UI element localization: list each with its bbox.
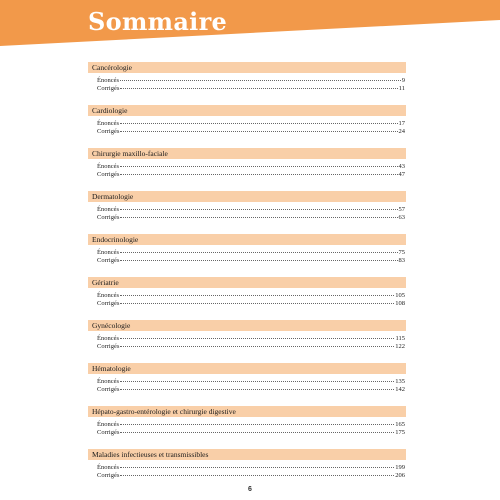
entry-label: Corrigés xyxy=(97,214,120,221)
entry-label: Corrigés xyxy=(97,472,120,479)
entry-page-number: 142 xyxy=(395,386,405,393)
entry-page-number: 105 xyxy=(395,292,405,299)
toc-entry-corriges[interactable] xyxy=(88,257,406,265)
section-title[interactable]: Endocrinologie xyxy=(88,234,406,245)
dot-leader xyxy=(120,389,394,390)
toc-entry-corriges[interactable] xyxy=(88,472,406,480)
toc-entry-corriges[interactable] xyxy=(88,85,406,93)
section-title[interactable]: Maladies infectieuses et transmissibles xyxy=(88,449,406,460)
dot-leader xyxy=(120,295,394,296)
entry-page-number: 57 xyxy=(398,206,405,213)
section-title[interactable]: Cancérologie xyxy=(88,62,406,73)
toc-entry-enonces[interactable] xyxy=(88,77,406,85)
title-banner xyxy=(0,0,500,50)
table-of-contents xyxy=(88,62,406,492)
section-title[interactable]: Hématologie xyxy=(88,363,406,374)
entry-label: Énoncés xyxy=(97,421,120,428)
entry-label: Énoncés xyxy=(97,335,120,342)
toc-entry-corriges[interactable] xyxy=(88,386,406,394)
entry-label: Énoncés xyxy=(97,378,120,385)
entry-page-number: 17 xyxy=(398,120,405,127)
section-title[interactable]: Gynécologie xyxy=(88,320,406,331)
entry-page-number: 206 xyxy=(395,472,405,479)
entry-page-number: 165 xyxy=(395,421,405,428)
entry-page-number: 122 xyxy=(395,343,405,350)
dot-leader xyxy=(120,166,397,167)
entry-label: Énoncés xyxy=(97,77,120,84)
entry-label: Corrigés xyxy=(97,300,120,307)
entry-page-number: 115 xyxy=(395,335,405,342)
dot-leader xyxy=(120,252,397,253)
toc-entry-corriges[interactable] xyxy=(88,343,406,351)
entry-page-number: 43 xyxy=(398,163,405,170)
dot-leader xyxy=(120,123,397,124)
dot-leader xyxy=(120,381,394,382)
entry-label: Énoncés xyxy=(97,249,120,256)
toc-entry-enonces[interactable] xyxy=(88,421,406,429)
dot-leader xyxy=(120,217,397,218)
entry-label: Corrigés xyxy=(97,386,120,393)
entry-page-number: 108 xyxy=(395,300,405,307)
entry-label: Énoncés xyxy=(97,163,120,170)
section-title[interactable]: Cardiologie xyxy=(88,105,406,116)
dot-leader xyxy=(120,88,397,89)
dot-leader xyxy=(120,467,394,468)
toc-entry-enonces[interactable] xyxy=(88,378,406,386)
dot-leader xyxy=(120,346,394,347)
toc-section xyxy=(88,191,406,221)
toc-section xyxy=(88,406,406,436)
entry-page-number: 175 xyxy=(395,429,405,436)
dot-leader xyxy=(120,209,397,210)
entry-label: Corrigés xyxy=(97,343,120,350)
toc-section xyxy=(88,62,406,92)
toc-section xyxy=(88,148,406,178)
toc-entry-corriges[interactable] xyxy=(88,214,406,222)
entry-page-number: 135 xyxy=(395,378,405,385)
toc-entry-corriges[interactable] xyxy=(88,128,406,136)
section-title[interactable]: Dermatologie xyxy=(88,191,406,202)
entry-label: Corrigés xyxy=(97,128,120,135)
entry-label: Corrigés xyxy=(97,429,120,436)
toc-entry-enonces[interactable] xyxy=(88,464,406,472)
entry-page-number: 75 xyxy=(398,249,405,256)
toc-entry-corriges[interactable] xyxy=(88,429,406,437)
toc-entry-corriges[interactable] xyxy=(88,171,406,179)
dot-leader xyxy=(120,475,394,476)
toc-entry-enonces[interactable] xyxy=(88,249,406,257)
toc-entry-enonces[interactable] xyxy=(88,335,406,343)
entry-label: Corrigés xyxy=(97,85,120,92)
toc-entry-enonces[interactable] xyxy=(88,206,406,214)
entry-page-number: 24 xyxy=(398,128,405,135)
dot-leader xyxy=(120,260,397,261)
toc-section xyxy=(88,363,406,393)
dot-leader xyxy=(120,432,394,433)
entry-page-number: 47 xyxy=(398,171,405,178)
dot-leader xyxy=(120,338,394,339)
toc-entry-enonces[interactable] xyxy=(88,292,406,300)
entry-page-number: 9 xyxy=(401,77,405,84)
section-title[interactable]: Gériatrie xyxy=(88,277,406,288)
dot-leader xyxy=(120,80,401,81)
entry-label: Corrigés xyxy=(97,171,120,178)
dot-leader xyxy=(120,131,397,132)
toc-section xyxy=(88,277,406,307)
toc-section xyxy=(88,234,406,264)
entry-label: Énoncés xyxy=(97,464,120,471)
entry-page-number: 63 xyxy=(398,214,405,221)
toc-section xyxy=(88,105,406,135)
entry-page-number: 11 xyxy=(398,85,405,92)
page-title: Sommaire xyxy=(88,7,228,36)
entry-page-number: 83 xyxy=(398,257,405,264)
entry-label: Énoncés xyxy=(97,120,120,127)
dot-leader xyxy=(120,424,394,425)
section-title[interactable]: Chirurgie maxillo-faciale xyxy=(88,148,406,159)
toc-section xyxy=(88,449,406,479)
dot-leader xyxy=(120,174,397,175)
entry-label: Énoncés xyxy=(97,206,120,213)
section-title[interactable]: Hépato-gastro-entérologie et chirurgie digestive xyxy=(88,406,406,417)
entry-page-number: 199 xyxy=(395,464,405,471)
page-number: 6 xyxy=(248,486,252,493)
toc-entry-corriges[interactable] xyxy=(88,300,406,308)
banner-shape xyxy=(0,0,500,50)
dot-leader xyxy=(120,303,394,304)
entry-label: Corrigés xyxy=(97,257,120,264)
entry-label: Énoncés xyxy=(97,292,120,299)
toc-entry-enonces[interactable] xyxy=(88,163,406,171)
toc-section xyxy=(88,320,406,350)
toc-entry-enonces[interactable] xyxy=(88,120,406,128)
